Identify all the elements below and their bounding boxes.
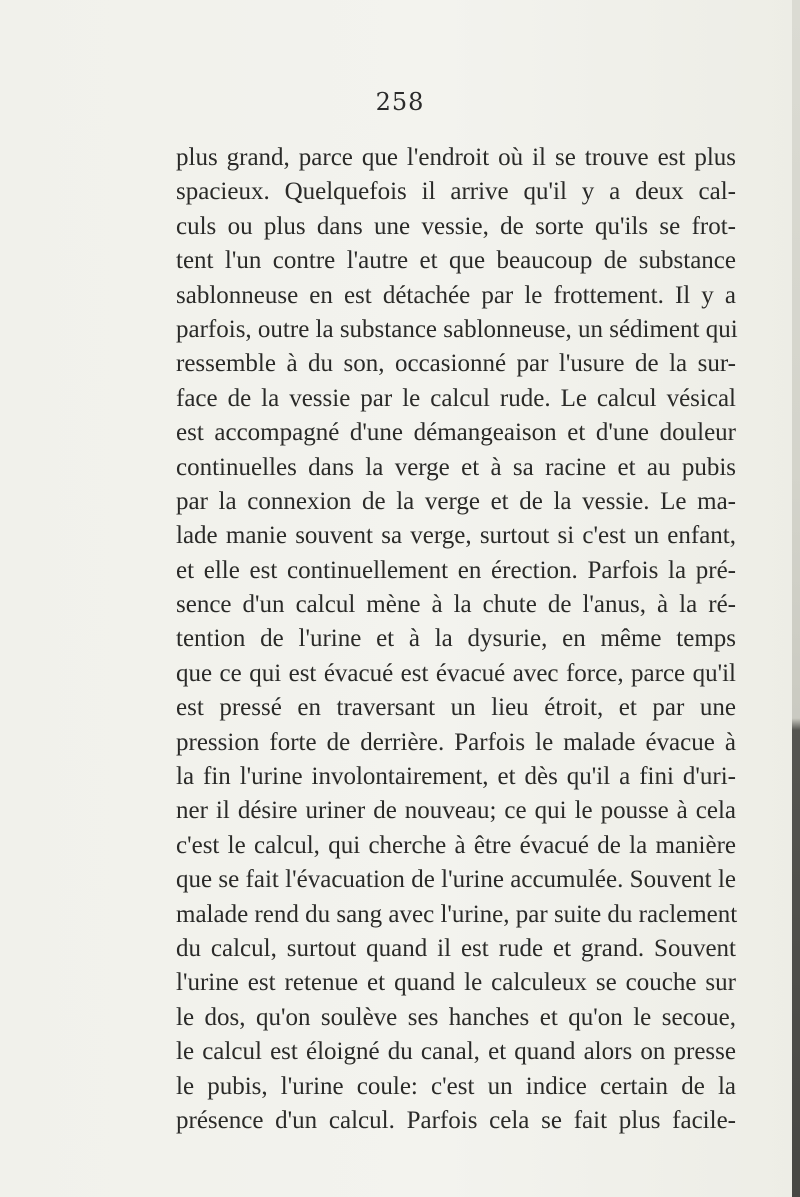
text-line: face de la vessie par le calcul rude. Le calcul vésical xyxy=(176,384,736,412)
text-line: sablonneuse en est détachée par le frottement. Il y a xyxy=(176,281,736,309)
text-line: c'est le calcul, qui cherche à être évacué de la manière xyxy=(176,831,736,859)
text-line: le calcul est éloigné du canal, et quand alors on presse xyxy=(176,1038,736,1066)
text-line: le dos, qu'on soulève ses hanches et qu'on le secoue, xyxy=(176,1003,736,1031)
body-text xyxy=(176,141,736,1138)
text-line: plus grand, parce que l'endroit où il se trouve est plus xyxy=(176,144,736,171)
text-line: sence d'un calcul mène à la chute de l'anus, à la ré- xyxy=(176,591,736,619)
text-line: présence d'un calcul. Parfois cela se fait plus facile- xyxy=(176,1106,736,1134)
text-line: le pubis, l'urine coule: c'est un indice certain de la xyxy=(176,1072,736,1100)
text-line: pression forte de derrière. Parfois le malade évacue à xyxy=(176,728,736,756)
text-line: culs ou plus dans une vessie, de sorte qu'ils se frot- xyxy=(176,212,736,240)
text-line: lade manie souvent sa verge, surtout si c'est un enfant, xyxy=(176,522,736,550)
text-line: parfois, outre la substance sablonneuse, un sédiment qui xyxy=(176,315,738,343)
text-line: et elle est continuellement en érection. Parfois la pré- xyxy=(176,556,736,584)
text-line: ner il désire uriner de nouveau; ce qui le pousse à cela xyxy=(176,797,736,825)
text-line: continuelles dans la verge et à sa racine et au pubis xyxy=(176,453,736,481)
text-line: malade rend du sang avec l'urine, par suite du raclement xyxy=(176,900,738,928)
text-line: tention de l'urine et à la dysurie, en même temps xyxy=(176,625,736,653)
text-line: ressemble à du son, occasionné par l'usure de la sur- xyxy=(176,350,736,378)
text-line: que se fait l'évacuation de l'urine accumulée. Souvent le xyxy=(176,866,736,894)
text-line: est pressé en traversant un lieu étroit, et par une xyxy=(176,694,736,722)
text-line: du calcul, surtout quand il est rude et grand. Souvent xyxy=(176,934,736,962)
text-line: l'urine est retenue et quand le calculeux se couche sur xyxy=(176,969,736,997)
text-line: par la connexion de la verge et de la vessie. Le ma- xyxy=(176,487,736,515)
page-number: 258 xyxy=(375,88,425,116)
page-edge-shadow xyxy=(792,0,800,1197)
text-line: la fin l'urine involontairement, et dès qu'il a fini d'uri- xyxy=(176,763,736,791)
text-line: est accompagné d'une démangeaison et d'une douleur xyxy=(176,419,736,447)
text-line: que ce qui est évacué est évacué avec force, parce qu'il xyxy=(176,659,736,687)
text-line: spacieux. Quelquefois il arrive qu'il y a deux cal- xyxy=(176,178,736,206)
text-line: tent l'un contre l'autre et que beaucoup de substance xyxy=(176,247,736,275)
